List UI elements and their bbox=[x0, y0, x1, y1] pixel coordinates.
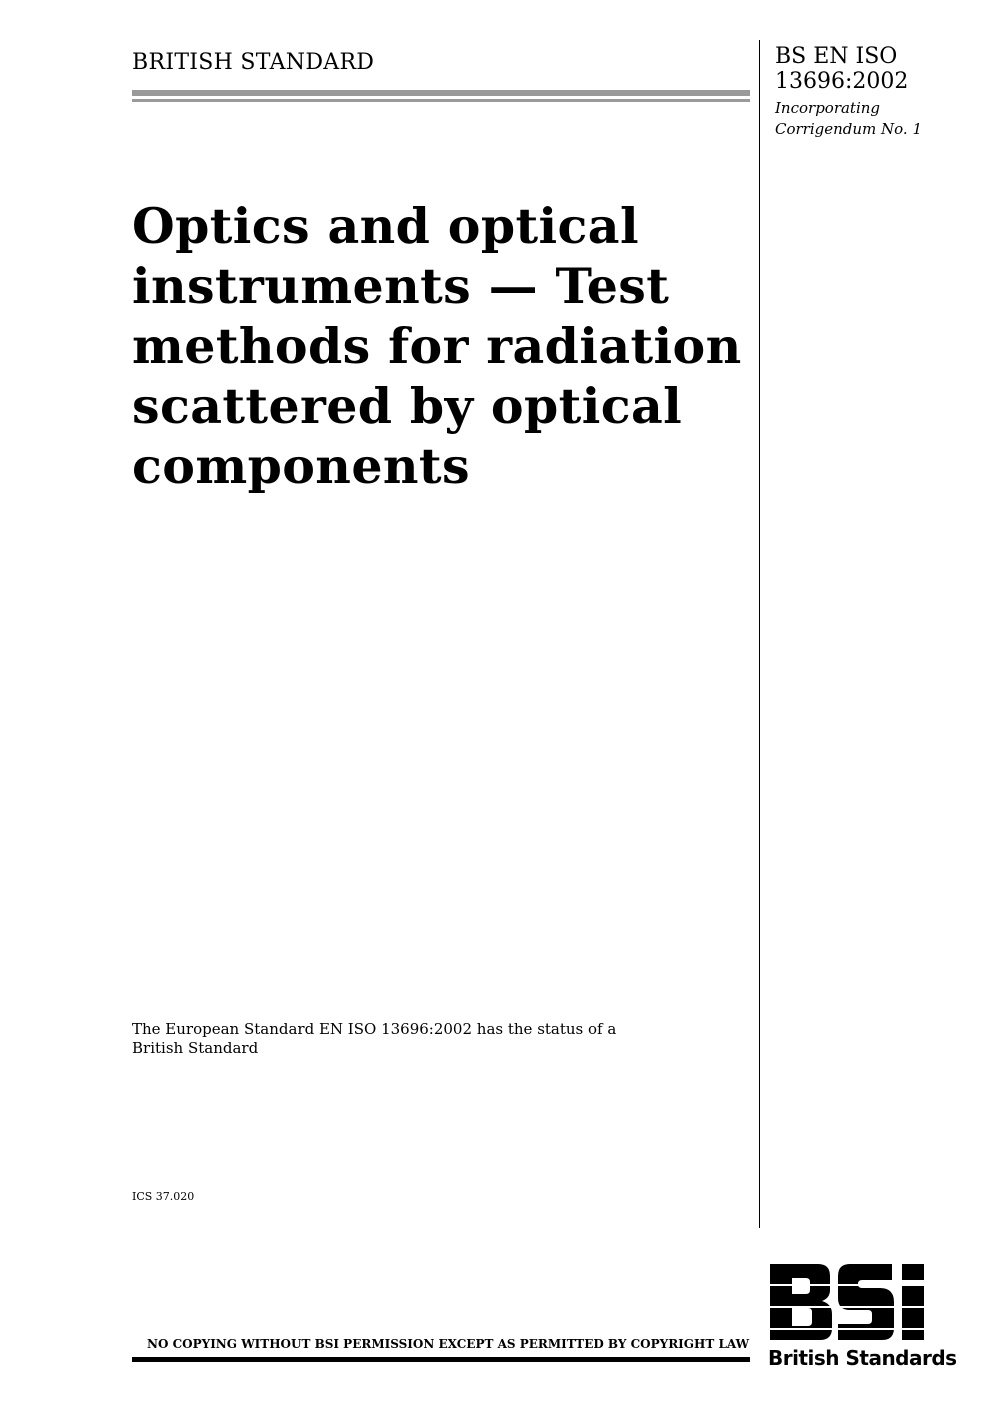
copyright-notice: NO COPYING WITHOUT BSI PERMISSION EXCEPT AS PERMITTED BY COPYRIGHT LAW bbox=[147, 1337, 750, 1351]
series-label: BRITISH STANDARD bbox=[132, 50, 375, 75]
status-line1: The European Standard EN ISO 13696:2002 has the status of a bbox=[132, 1020, 617, 1038]
incorporating-line1: Incorporating bbox=[775, 99, 881, 117]
status-line2: British Standard bbox=[132, 1039, 259, 1057]
incorporating-note bbox=[775, 98, 922, 140]
title-line: Optics and optical bbox=[132, 197, 639, 255]
header-rule-thick bbox=[132, 90, 750, 96]
header-rule-thin bbox=[132, 99, 750, 102]
standard-number-line1: BS EN ISO bbox=[775, 44, 898, 69]
title-line: scattered by optical bbox=[132, 377, 683, 435]
footer-rule bbox=[132, 1357, 750, 1362]
ics-code: ICS 37.020 bbox=[132, 1190, 195, 1203]
incorporating-line2: Corrigendum No. 1 bbox=[775, 120, 923, 138]
standard-number-line2: 13696:2002 bbox=[775, 69, 909, 94]
logo-wordmark: British Standards bbox=[768, 1346, 957, 1370]
title-line: methods for radiation bbox=[132, 317, 742, 375]
column-divider bbox=[759, 40, 760, 1228]
standard-number bbox=[775, 44, 908, 94]
title-line: instruments — Test bbox=[132, 257, 670, 315]
status-statement bbox=[132, 1020, 672, 1058]
title-line: components bbox=[132, 437, 470, 495]
document-title bbox=[132, 196, 742, 496]
